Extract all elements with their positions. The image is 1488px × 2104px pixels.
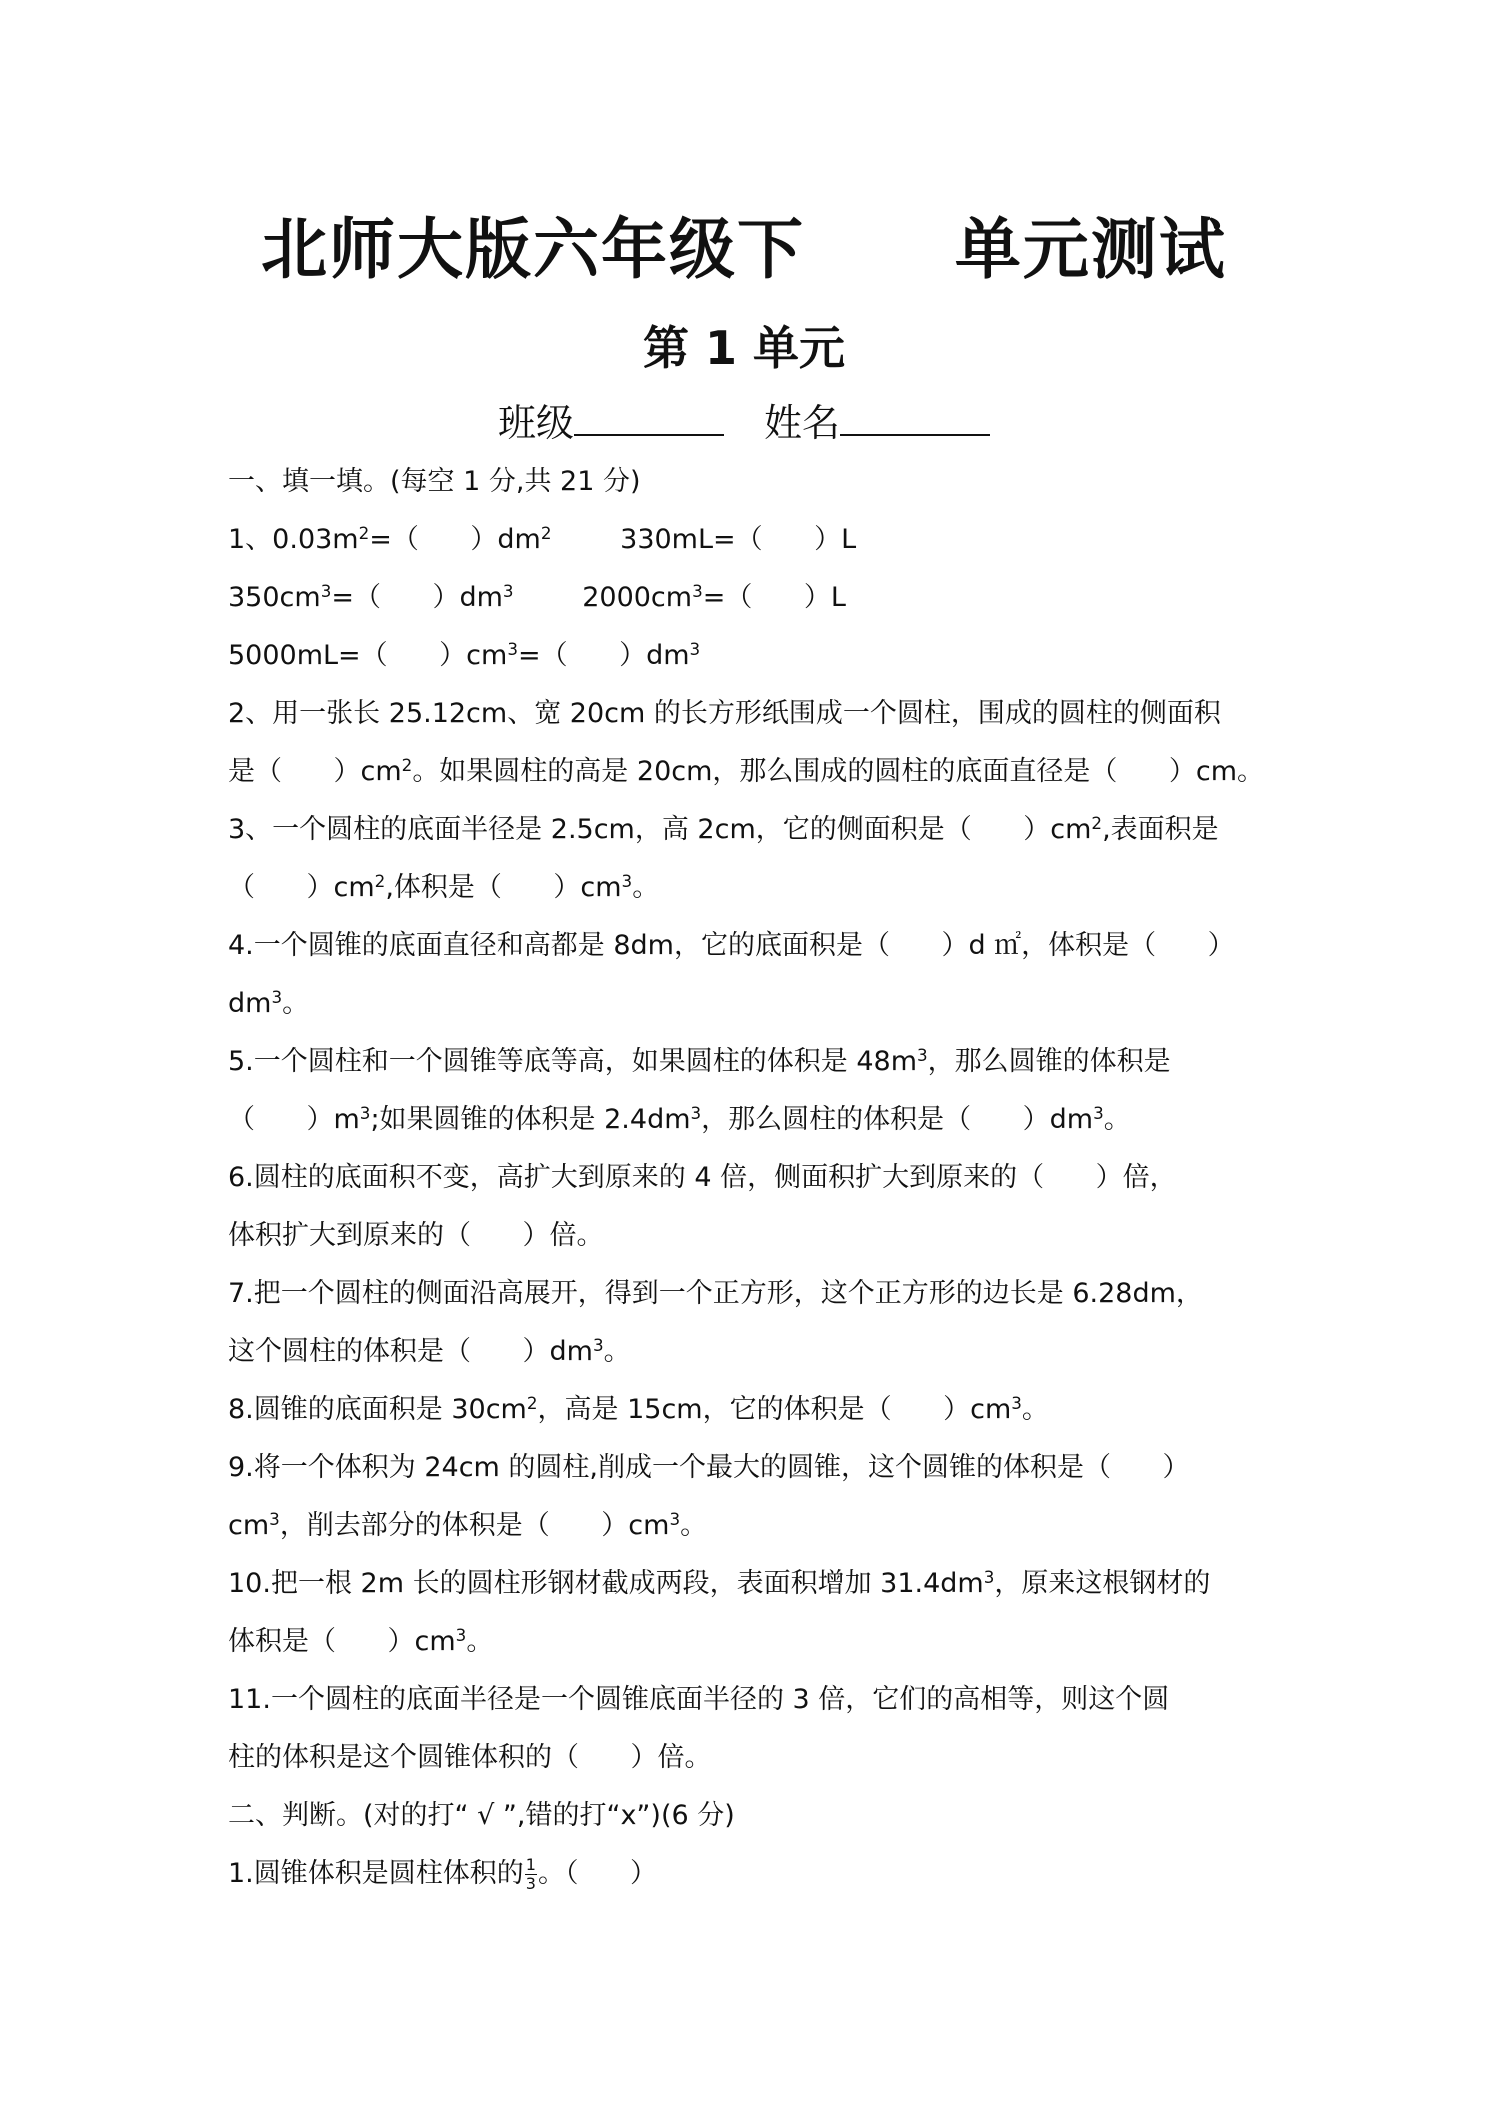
name-blank[interactable] [840, 398, 990, 436]
question-10-line-1: 10.把一根 2m 长的圆柱形钢材截成两段，表面积增加 $31.4dm^3$，原来这根钢材的 [228, 1566, 1211, 1599]
question-6-line-1: 6.圆柱的底面积不变，高扩大到原来的 4 倍，侧面积扩大到原来的（ ）倍， [228, 1162, 1177, 1193]
question-5-line-2: （ ）$m^3$;如果圆锥的体积是 $2.4dm^3$，那么圆柱的体积是（ ）$dm^3$。 [228, 1102, 1131, 1135]
section-two-heading: 二、判断。(对的打“ √ ”,错的打“x”)(6 分) [228, 1800, 735, 1831]
class-label: 班级 [497, 401, 574, 445]
question-4-line-2: $dm^3$。 [228, 986, 310, 1019]
question-3-line-2: （ ）$cm^2$,体积是（ ）$cm^3$。 [228, 870, 660, 903]
page-title: 北师大版六年级下 单元测试 [261, 211, 1227, 288]
class-blank[interactable] [574, 398, 724, 436]
question-9-line-1: 9.将一个体积为 24cm 的圆柱,削成一个最大的圆锥，这个圆锥的体积是（ ） [228, 1452, 1190, 1483]
question-1-line-2: $350cm^3=$（ ）$dm^3$ $2000cm^3=$（ ）L [228, 580, 846, 613]
question-1-line-3: 5000mL=（ ）$cm^3=$（ ）$dm^3$ [228, 638, 701, 671]
question-2-line-1: 2、用一张长 25.12cm、宽 20cm 的长方形纸围成一个圆柱，围成的圆柱的侧面积 [228, 698, 1221, 729]
question-7-line-1: 7.把一个圆柱的侧面沿高展开，得到一个正方形，这个正方形的边长是 6.28dm， [228, 1278, 1203, 1309]
question-2-line-2: 是（ ）$cm^2$。如果圆柱的高是 20cm，那么围成的圆柱的底面直径是（ ）cm。 [228, 754, 1265, 787]
question-7-line-2: 这个圆柱的体积是（ ）$dm^3$。 [228, 1334, 631, 1367]
question-11-line-2: 柱的体积是这个圆锥体积的（ ）倍。 [228, 1742, 712, 1773]
question-9-line-2: $cm^3$，削去部分的体积是（ ）$cm^3$。 [228, 1508, 708, 1541]
question-4-line-1: 4.一个圆锥的底面直径和高都是 8dm，它的底面积是（ ）d ㎡，体积是（ ） [228, 930, 1235, 961]
question-10-line-2: 体积是（ ）$cm^3$。 [228, 1624, 494, 1657]
question-11-line-1: 11.一个圆柱的底面半径是一个圆锥底面半径的 3 倍，它们的高相等，则这个圆 [228, 1684, 1170, 1715]
name-label: 姓名 [764, 401, 841, 445]
section-one-heading: 一、填一填。(每空 1 分,共 21 分) [228, 466, 641, 497]
question-3-line-1: 3、一个圆柱的底面半径是 2.5cm，高 2cm，它的侧面积是（ ）$cm^2$,表面积是 [228, 812, 1219, 845]
question-6-line-2: 体积扩大到原来的（ ）倍。 [228, 1220, 604, 1251]
question-1-line-1: 1、$0.03m^2=$（ ）$dm^2$ 330mL=（ ）L [228, 522, 857, 555]
question-8: 8.圆锥的底面积是 $30cm^2$，高是 15cm，它的体积是（ ）$cm^3$。 [228, 1392, 1049, 1425]
question-5-line-1: 5.一个圆柱和一个圆锥等底等高，如果圆柱的体积是 $48m^3$，那么圆锥的体积是 [228, 1044, 1171, 1077]
fraction-one-third: $\frac{1}{3}$ [525, 1855, 536, 1893]
student-info [0, 392, 1488, 447]
judgement-1: 1.圆锥体积是圆柱体积的 $\frac{1}{3}$ 。（ ） [228, 1855, 657, 1893]
unit-subtitle: 第 1 单元 [642, 321, 846, 375]
